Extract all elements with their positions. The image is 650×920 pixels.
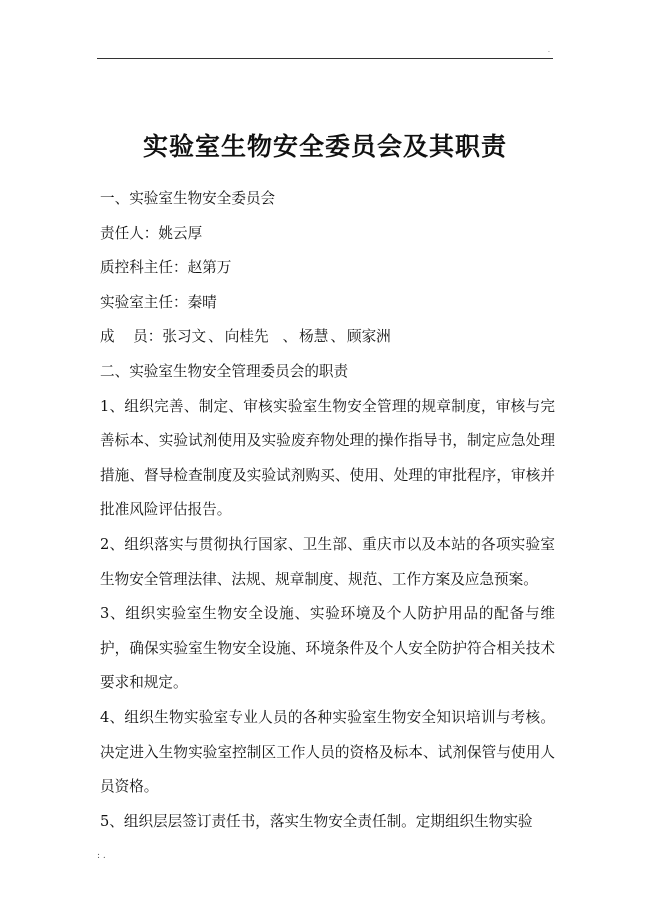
duty-item: 1、组织完善、制定、审核实验室生物安全管理的规章制度，审核与完善标本、实验试剂使用及实验废弃物处理的操作指导书，制定应急处理措施、督导检查制度及实验试剂购买、使用、处理的审批程序，审核并批准风险评估报告。: [100, 397, 555, 519]
member-name: 顾家洲: [346, 328, 391, 346]
document-body: [100, 182, 555, 839]
member-name: 张习文: [162, 328, 207, 346]
qc-director: 质控科主任：赵第万: [100, 259, 232, 277]
members-label: 成 员：: [100, 328, 163, 346]
member-name: 向桂先: [224, 328, 269, 346]
lab-director: 实验室主任：秦晴: [100, 293, 217, 311]
duty-item: 5、组织层层签订责任书，落实生物安全责任制。定期组织生物实验: [100, 812, 533, 830]
document-title: 实验室生物安全委员会及其职责: [142, 131, 507, 161]
member-list: 成 员：张习文 、 向桂先 、 杨慧 、 顾家洲: [100, 328, 391, 346]
header-mark: .: [548, 47, 550, 54]
section2-heading: 二、实验室生物安全管理委员会的职责: [100, 362, 349, 380]
section1-heading: 一、实验室生物安全委员会: [100, 190, 276, 207]
responsible-person: 责任人：姚云厚: [100, 224, 203, 242]
duty-item: 3、组织实验室生物安全设施、实验环境及个人防护用品的配备与维护，确保实验室生物安全设施、环境条件及个人安全防护符合相关技术要求和规定。: [100, 605, 555, 692]
duty-item: 2、组织落实与贯彻执行国家、卫生部、重庆市以及本站的各项实验室生物安全管理法律、法规、规章制度、规范、工作方案及应急预案。: [100, 535, 555, 588]
member-name: 杨慧: [299, 328, 329, 346]
header-rule: [97, 58, 553, 59]
footer-mark: : .: [97, 851, 106, 861]
duty-item: 4、组织生物实验室专业人员的各种实验室生物安全知识培训与考核。决定进入生物实验室控制区工作人员的资格及标本、试剂保管与使用人员资格。: [100, 708, 555, 796]
